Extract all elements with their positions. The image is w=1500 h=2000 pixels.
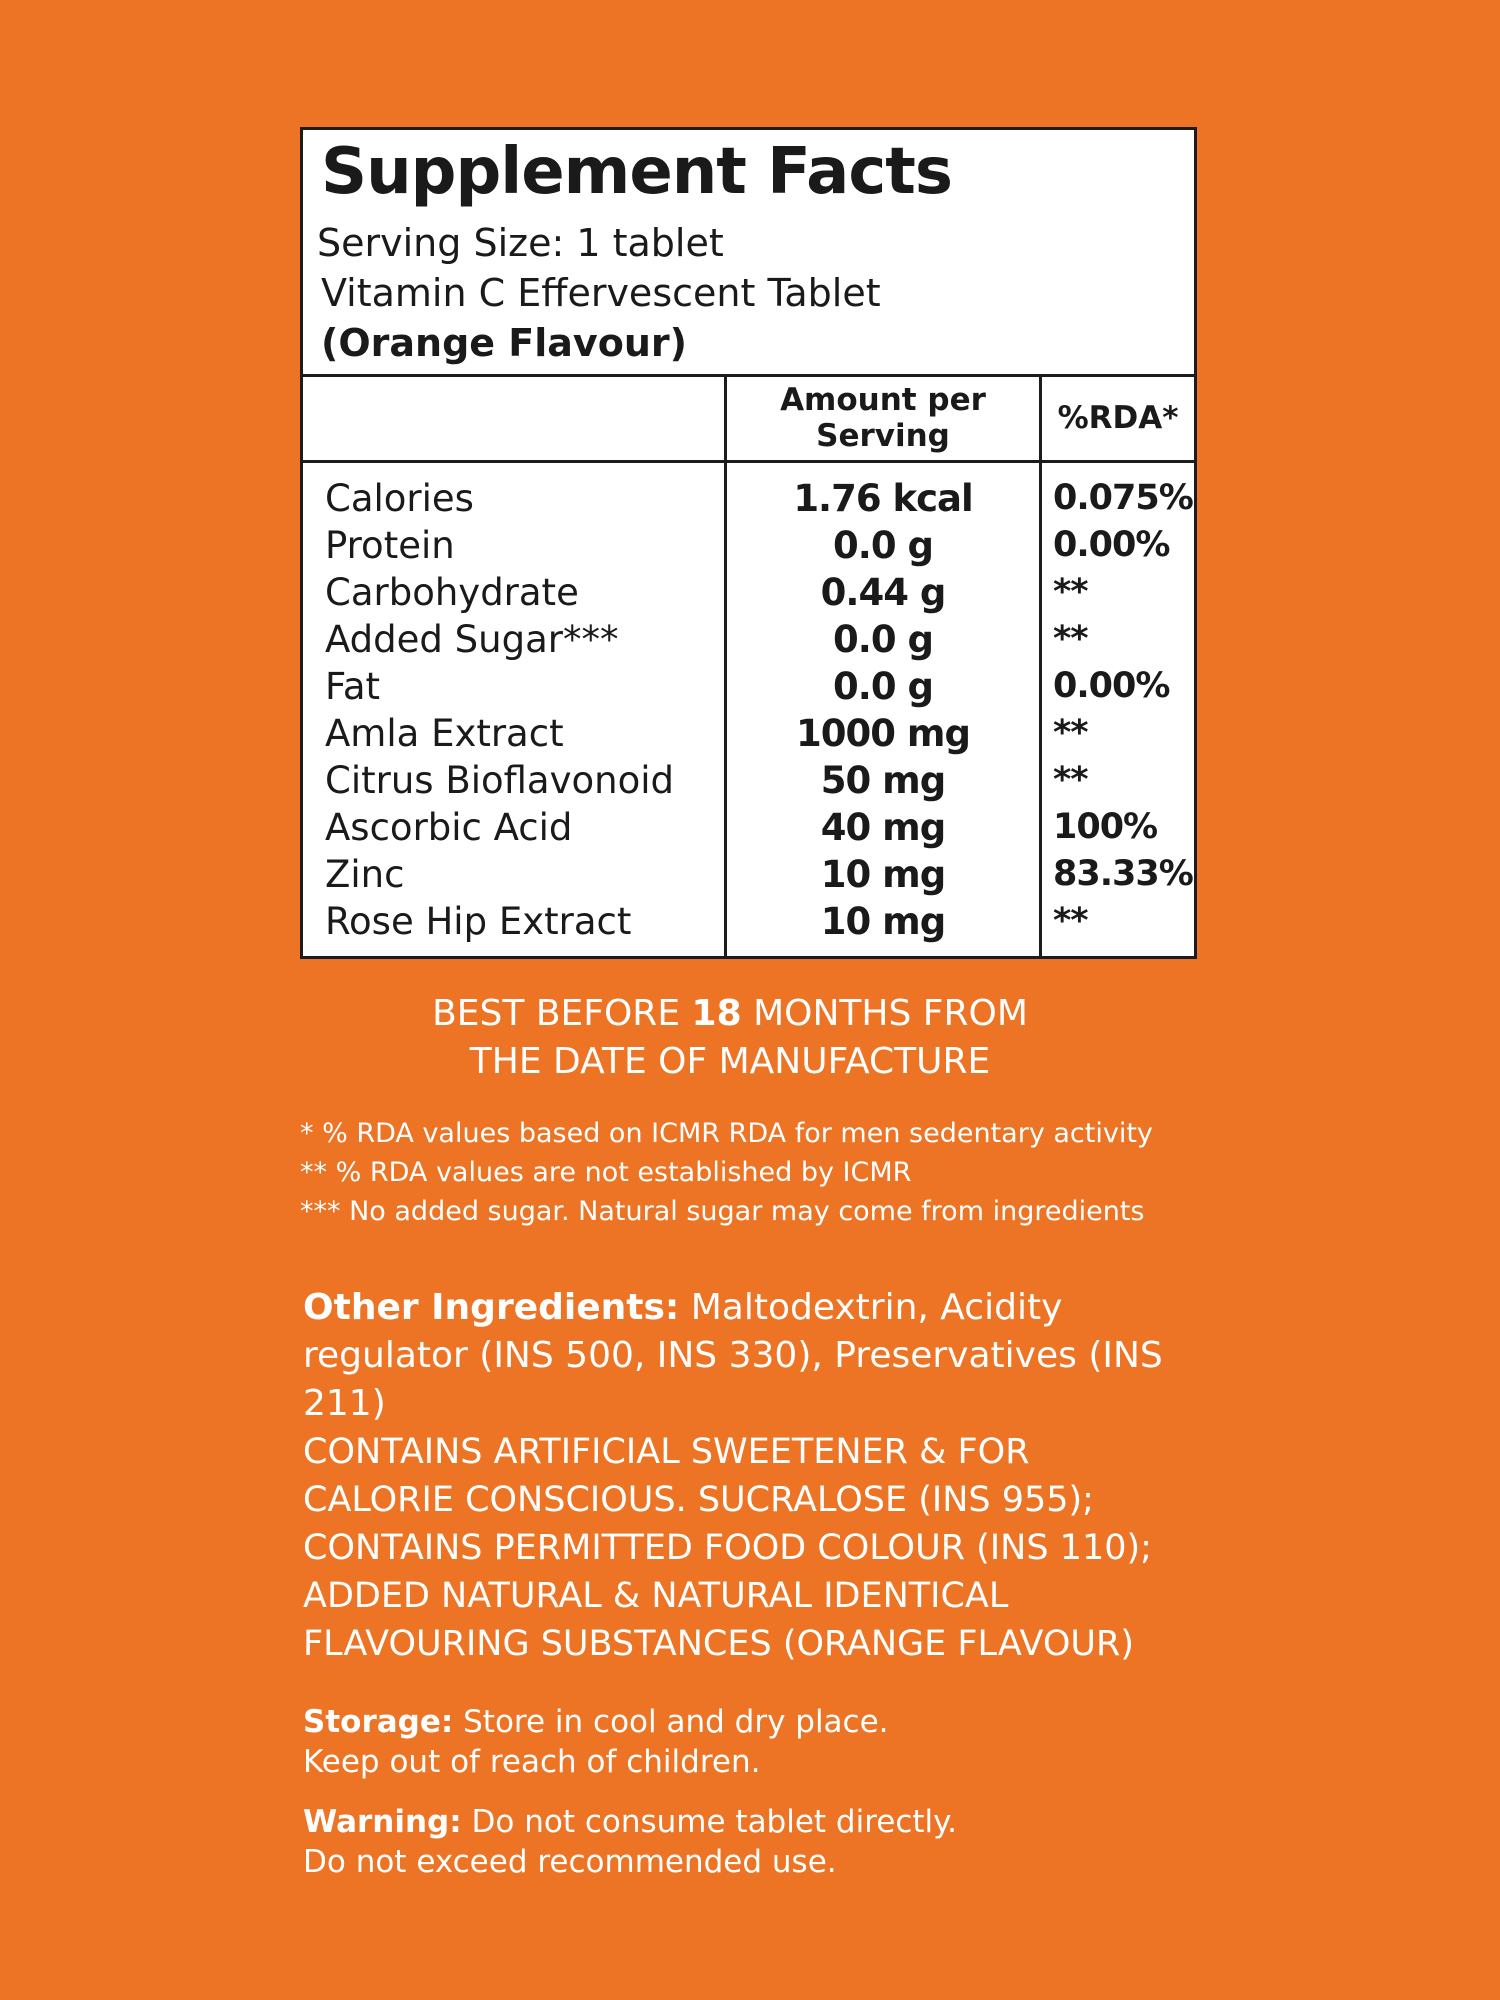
ingredients-label: Other Ingredients: — [303, 1287, 680, 1328]
supplement-facts-panel — [300, 127, 1197, 959]
table-row — [303, 522, 1194, 569]
nutrient-rda: 83.33% — [1053, 854, 1193, 894]
warning-line2: Do not exceed recommended use. — [303, 1844, 837, 1880]
nutrient-name: Calories — [325, 477, 474, 520]
warning-label: Warning: — [303, 1804, 462, 1840]
nutrient-rda: ** — [1053, 760, 1088, 800]
facts-title: Supplement Facts — [321, 135, 952, 209]
nutrient-rows — [303, 475, 1194, 945]
storage-instructions — [303, 1702, 889, 1782]
storage-line2: Keep out of reach of children. — [303, 1744, 761, 1780]
product-flavour: (Orange Flavour) — [321, 321, 687, 365]
facts-header — [303, 130, 1194, 377]
storage-label: Storage: — [303, 1704, 454, 1740]
storage-text: Store in cool and dry place. — [463, 1704, 889, 1740]
table-row — [303, 757, 1194, 804]
nutrient-name: Zinc — [325, 853, 405, 896]
footnote: *** No added sugar. Natural sugar may come from ingredients — [300, 1196, 1145, 1227]
nutrient-name: Carbohydrate — [325, 571, 579, 614]
nutrient-name: Added Sugar*** — [325, 618, 619, 661]
best-before-months: 18 — [691, 993, 742, 1034]
nutrient-rda: ** — [1053, 713, 1088, 753]
best-before-suffix: MONTHS FROM — [753, 993, 1028, 1034]
header-rule — [303, 460, 1194, 463]
ingredients-note: CALORIE CONSCIOUS. SUCRALOSE (INS 955); — [303, 1480, 1094, 1520]
nutrient-amount: 10 mg — [820, 853, 946, 896]
table-row — [303, 569, 1194, 616]
footnotes — [300, 1114, 1153, 1231]
nutrient-rda: 0.075% — [1053, 478, 1193, 518]
nutrient-rda: ** — [1053, 572, 1088, 612]
ingredients-note: FLAVOURING SUBSTANCES (ORANGE FLAVOUR) — [303, 1624, 1135, 1664]
footnote: ** % RDA values are not established by ICMR — [300, 1157, 912, 1188]
best-before-line2: THE DATE OF MANUFACTURE — [469, 1041, 991, 1082]
warning-notice — [303, 1802, 957, 1882]
ingredients-note: CONTAINS ARTIFICIAL SWEETENER & FOR — [303, 1432, 1030, 1472]
footnote: * % RDA values based on ICMR RDA for men sedentary activity — [300, 1118, 1153, 1149]
ingredients-text: Maltodextrin, Acidity regulator (INS 500, INS 330), Preservatives (INS 211) — [303, 1287, 1163, 1424]
nutrient-amount: 0.0 g — [833, 618, 933, 661]
table-row — [303, 710, 1194, 757]
nutrient-rda: ** — [1053, 901, 1088, 941]
amount-per-serving-header — [727, 382, 1039, 454]
table-row — [303, 475, 1194, 522]
best-before-notice — [300, 990, 1160, 1086]
nutrient-name: Fat — [325, 665, 381, 708]
warning-text: Do not consume tablet directly. — [471, 1804, 957, 1840]
ingredients-note: CONTAINS PERMITTED FOOD COLOUR (INS 110); — [303, 1528, 1152, 1568]
table-row — [303, 898, 1194, 945]
nutrient-rda: 100% — [1053, 807, 1158, 847]
other-ingredients — [303, 1284, 1213, 1668]
rda-header: %RDA* — [1057, 400, 1179, 436]
amount-header-line2: Serving — [816, 418, 950, 454]
nutrient-amount: 0.0 g — [833, 665, 933, 708]
ingredients-text-block — [303, 1284, 1213, 1428]
nutrient-name: Protein — [325, 524, 455, 567]
nutrient-name: Amla Extract — [325, 712, 564, 755]
storage-line1 — [303, 1702, 889, 1742]
nutrient-amount: 1.76 kcal — [793, 477, 973, 520]
nutrient-rda: 0.00% — [1053, 525, 1170, 565]
nutrient-name: Citrus Bioflavonoid — [325, 759, 674, 802]
nutrient-amount: 40 mg — [820, 806, 946, 849]
best-before-line1 — [300, 990, 1160, 1038]
nutrient-rda: ** — [1053, 619, 1088, 659]
nutrient-amount: 0.44 g — [820, 571, 946, 614]
nutrient-rda: 0.00% — [1053, 666, 1170, 706]
ingredients-note: ADDED NATURAL & NATURAL IDENTICAL — [303, 1576, 1009, 1616]
table-row — [303, 804, 1194, 851]
nutrient-name: Ascorbic Acid — [325, 806, 573, 849]
warning-line1 — [303, 1802, 957, 1842]
amount-header-line1: Amount per — [780, 382, 986, 418]
nutrient-amount: 0.0 g — [833, 524, 933, 567]
product-name: Vitamin C Effervescent Tablet — [321, 271, 881, 315]
nutrient-amount: 50 mg — [820, 759, 946, 802]
nutrient-amount: 1000 mg — [796, 712, 970, 755]
nutrient-name: Rose Hip Extract — [325, 900, 632, 943]
best-before-prefix: BEST BEFORE — [432, 993, 681, 1034]
table-row — [303, 851, 1194, 898]
table-row — [303, 663, 1194, 710]
serving-size: Serving Size: 1 tablet — [317, 221, 724, 265]
nutrient-amount: 10 mg — [820, 900, 946, 943]
table-row — [303, 616, 1194, 663]
